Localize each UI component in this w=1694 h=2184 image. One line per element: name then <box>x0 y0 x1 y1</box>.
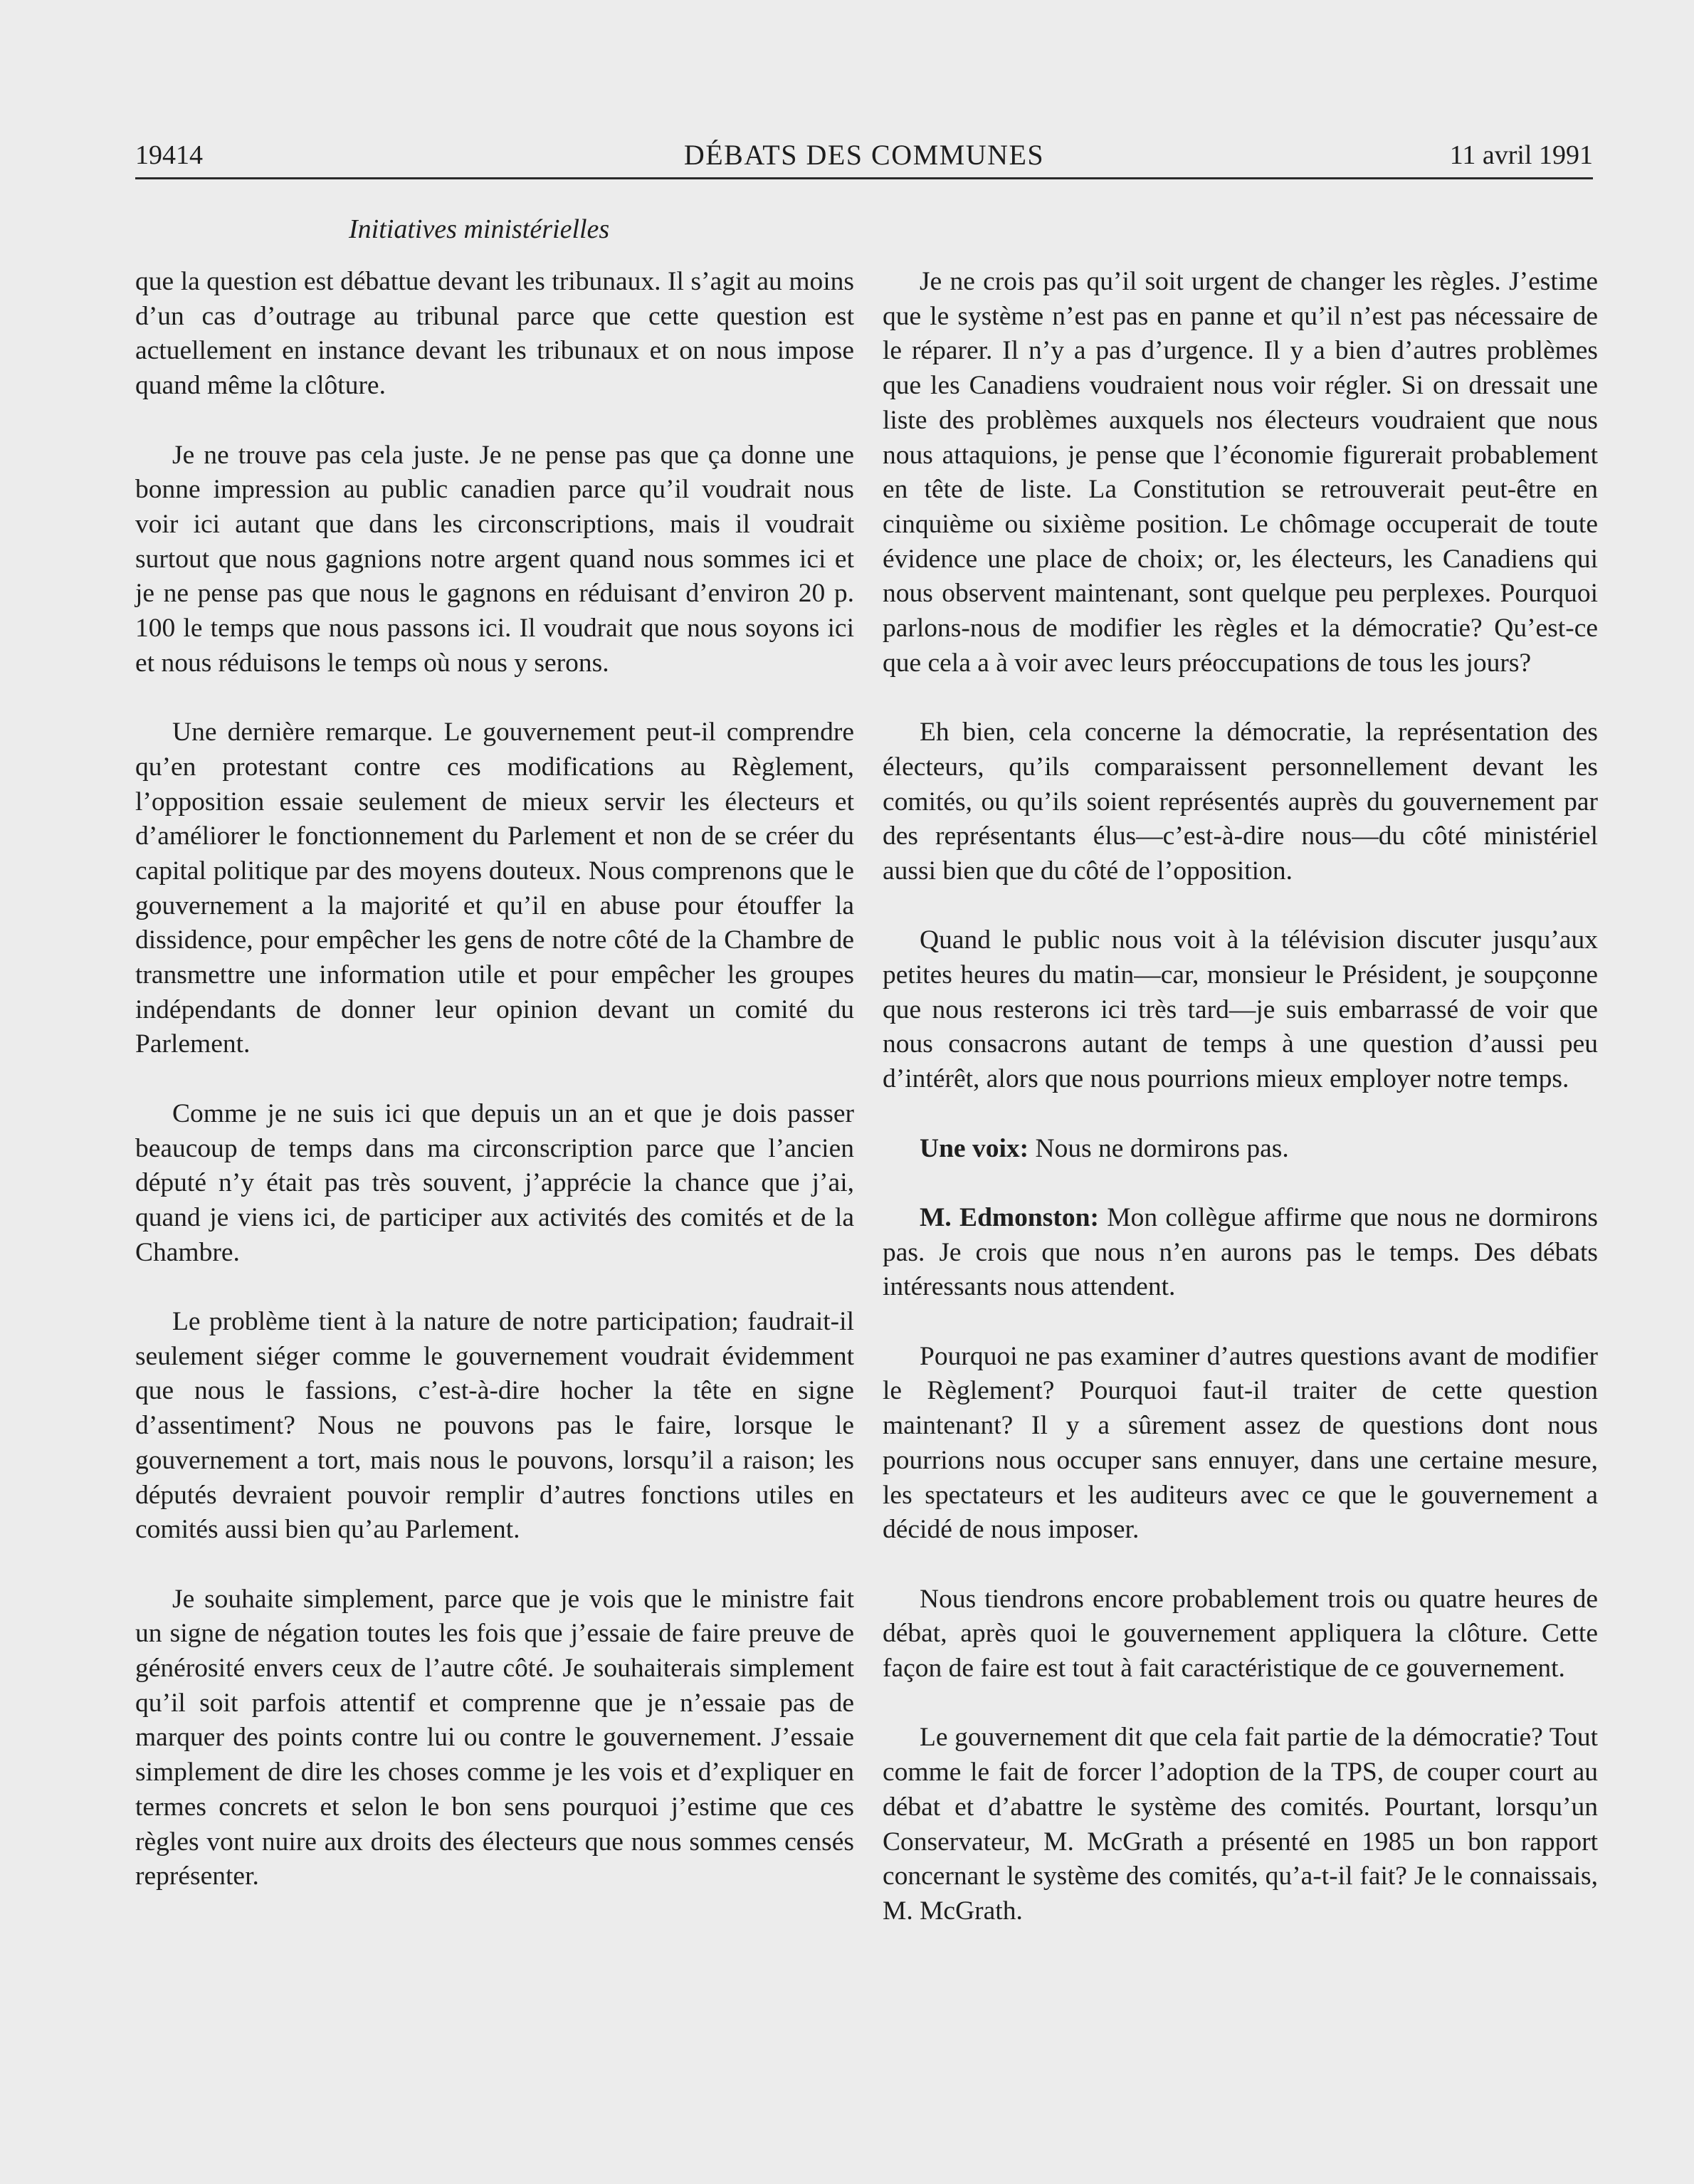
publication-title: DÉBATS DES COMMUNES <box>683 139 1045 171</box>
right-column <box>883 265 1598 1963</box>
page-header <box>135 135 1593 175</box>
paragraph: Une dernière remarque. Le gouvernement peut-il comprendre qu’en protestant contre ces modifications au Règlement, l’opposition essaie seulement de mieux servir les électeurs et d’améliorer le fonctionnement du Parlement et non de se créer du capital politique par des moyens douteux. Nous comprenons que le gouvernement a la majorité et qu’il en abuse pour étouffer la dissidence, pour empêcher les gens de notre côté de la Chambre de transmettre une information utile et pour empêcher les groupes indépendants de donner leur opinion devant un comité du Parlement. <box>135 718 854 1059</box>
paragraph: Je souhaite simplement, parce que je vois que le ministre fait un signe de négation toutes les fois que j’essaie de faire preuve de générosité envers ceux de l’autre côté. Je souhaiterais simplement qu’il soit parfois attentif et comprenne que je n’essaie pas de marquer des points contre lui ou contre le gouvernement. J’essaie simplement de dire les choses comme je les vois et d’expliquer en termes concrets et selon le bon sens pourquoi j’estime que ces règles vont nuire aux droits des électeurs que nous sommes censés représenter. <box>135 1584 854 1891</box>
paragraph: Je ne crois pas qu’il soit urgent de changer les règles. J’estime que le système n’est pas en panne et qu’il n’est pas nécessaire de le réparer. Il n’y a pas d’urgence. Il y a bien d’autres problèmes que les Canadiens voudraient nous voir régler. Si on dressait une liste des problèmes auxquels nos électeurs voudraient que nous nous attaquions, je pense que l’économie figurerait probablement en tête de liste. La Constitution se retrouverait peut-être en cinquième ou sixième position. Le chômage occuperait de toute évidence une place de choix; or, les électeurs, les Canadiens qui nous observent maintenant, sont quelque peu perplexes. Pourquoi parlons-nous de modifier les règles et la démocratie? Qu’est-ce que cela a à voir avec leurs préoccupations de tous les jours? <box>883 267 1598 678</box>
paragraph: que la question est débattue devant les tribunaux. Il s’agit au moins d’un cas d’outrage au tribunal parce que cette question est actuellement en instance devant les tribunaux et on nous impose quand même la clôture. <box>135 267 854 401</box>
speaker-name: Une voix: <box>920 1133 1029 1163</box>
header-rule <box>135 177 1593 179</box>
speech-text: Mon collègue affirme que nous ne dormirons pas. Je crois que nous n’en aurons pas le temps. Des débats intéressants nous attendent. <box>883 1202 1598 1302</box>
paragraph: Le problème tient à la nature de notre participation; faudrait-il seulement siéger comme le gouvernement voudrait évidemment que nous le fassions, c’est-à-dire hocher la tête en signe d’assentiment? Nous ne pouvons pas le faire, lorsque le gouvernement a tort, mais nous le pouvons, lorsqu’il a raison; les députés devraient pouvoir remplir d’autres fonctions utiles en comités aussi bien qu’au Parlement. <box>135 1307 854 1545</box>
page-number: 19414 <box>135 140 203 170</box>
paragraph: Le gouvernement dit que cela fait partie de la démocratie? Tout comme le fait de forcer l’adoption de la TPS, de couper court au débat et d’abattre le système des comités. Pourtant, lorsqu’un Conservateur, M. McGrath a présenté en 1985 un bon rapport concernant le système des comités, qu’a-t-il fait? Je le connaissais, M. McGrath. <box>883 1723 1598 1926</box>
publication-date: 11 avril 1991 <box>1449 140 1593 170</box>
paragraph: Eh bien, cela concerne la démocratie, la représentation des électeurs, qu’ils comparaissent personnellement devant les comités, ou qu’ils soient représentés auprès du gouvernement par des représentants élus—c’est-à-dire nous—du côté ministériel aussi bien que du côté de l’opposition. <box>883 718 1598 886</box>
speech-une-voix <box>883 1132 1598 1167</box>
left-column <box>135 265 854 1929</box>
paragraph: Pourquoi ne pas examiner d’autres questions avant de modifier le Règlement? Pourquoi faut-il traiter de cette question maintenant? Il y a sûrement assez de questions dont nous pourrions nous occuper sans ennuyer, dans une certaine mesure, les spectateurs et les auditeurs avec ce que le gouvernement a décidé de nous imposer. <box>883 1341 1598 1545</box>
speaker-name: M. Edmonston: <box>920 1202 1099 1232</box>
section-title: Initiatives ministérielles <box>349 214 610 244</box>
paragraph: Comme je ne suis ici que depuis un an et que je dois passer beaucoup de temps dans ma circonscription parce que l’ancien député n’y était pas très souvent, j’apprécie la chance que j’ai, quand je viens ici, de participer aux activités des comités et de la Chambre. <box>135 1098 854 1267</box>
paragraph: Quand le public nous voit à la télévision discuter jusqu’aux petites heures du matin—car, monsieur le Président, je soupçonne que nous resterons ici très tard—je suis embarrassé de voir que nous consacrons autant de temps à une question d’aussi peu d’intérêt, alors que nous pourrions mieux employer notre temps. <box>883 925 1598 1094</box>
paragraph: Je ne trouve pas cela juste. Je ne pense pas que ça donne une bonne impression au public canadien parce qu’il voudrait nous voir ici autant que dans les circonscriptions, mais il voudrait surtout que nous gagnions notre argent quand nous sommes ici et je ne pense pas que nous le gagnons en réduisant d’environ 20 p. 100 le temps que nous passons ici. Il voudrait que nous soyons ici et nous réduisons le temps où nous y serons. <box>135 440 854 678</box>
paragraph: Nous tiendrons encore probablement trois ou quatre heures de débat, après quoi le gouvernement appliquera la clôture. Cette façon de faire est tout à fait caractéristique de ce gouvernement. <box>883 1584 1598 1684</box>
speech-text: Nous ne dormirons pas. <box>1028 1133 1289 1163</box>
speech-edmonston <box>883 1201 1598 1305</box>
